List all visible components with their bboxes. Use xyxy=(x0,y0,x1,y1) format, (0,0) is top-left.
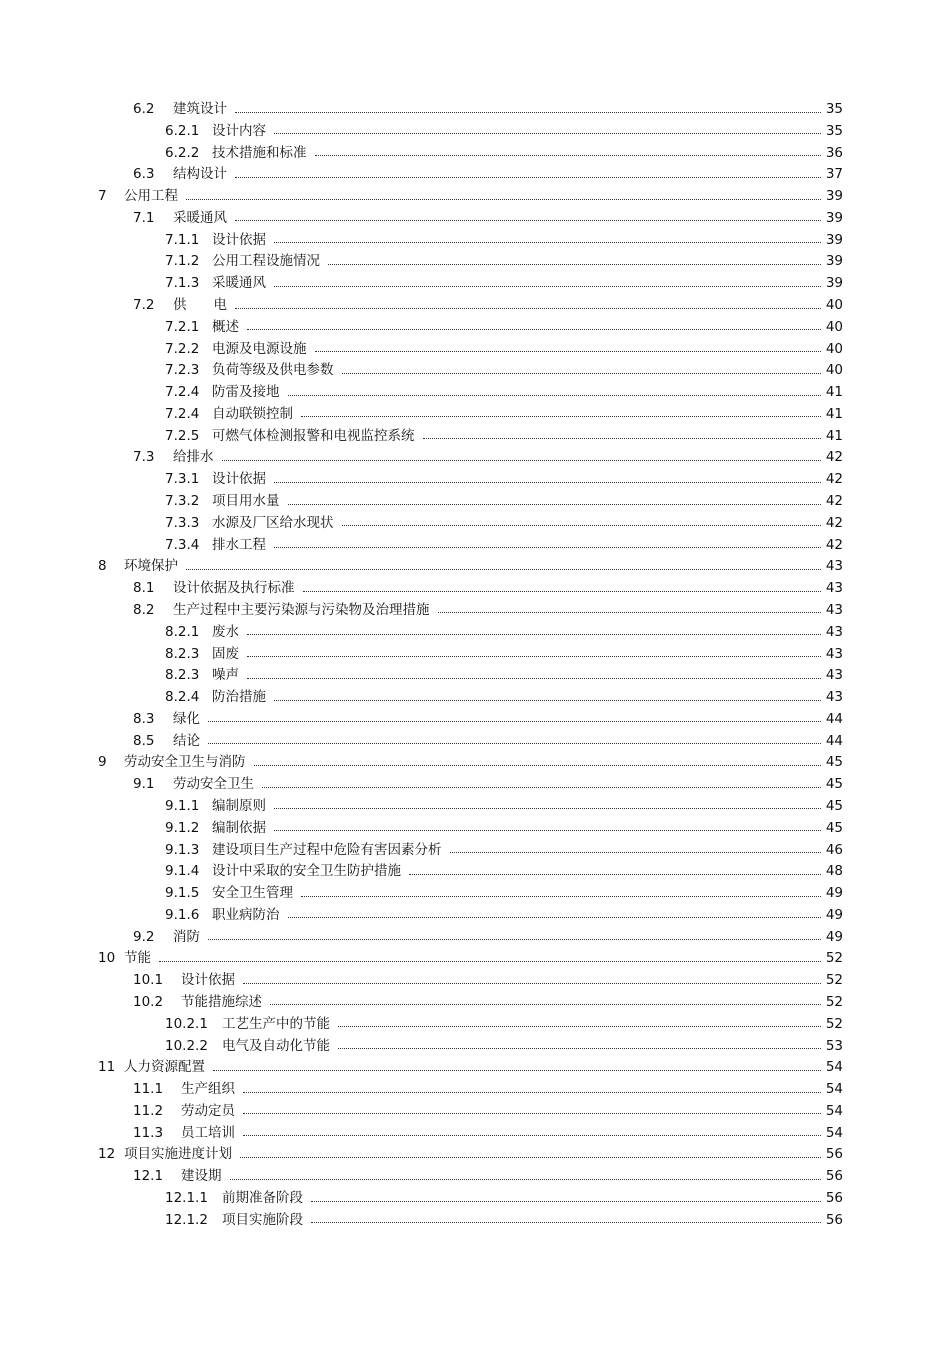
toc-number: 12.1.2 xyxy=(165,1211,208,1228)
toc-entry[interactable] xyxy=(133,1166,843,1186)
toc-title: 电气及自动化节能 xyxy=(222,1037,330,1054)
toc-entry[interactable] xyxy=(98,752,843,772)
toc-title: 工艺生产中的节能 xyxy=(222,1015,330,1032)
toc-entry[interactable] xyxy=(133,1123,843,1143)
toc-title: 公用工程设施情况 xyxy=(212,253,320,270)
toc-page-number: 43 xyxy=(825,623,843,640)
toc-title: 水源及厂区给水现状 xyxy=(212,514,334,531)
toc-title: 消防 xyxy=(173,928,200,945)
dot-leader xyxy=(338,1048,821,1049)
dot-leader xyxy=(288,504,822,505)
toc-entry[interactable] xyxy=(165,818,843,838)
dot-leader xyxy=(270,1004,821,1005)
toc-entry[interactable] xyxy=(133,731,843,751)
toc-number: 11.2 xyxy=(133,1102,164,1119)
toc-page-number: 43 xyxy=(825,601,843,618)
toc-entry[interactable] xyxy=(165,404,843,424)
toc-page-number: 43 xyxy=(825,689,843,706)
toc-title: 生产过程中主要污染源与污染物及治理措施 xyxy=(173,601,430,618)
dot-leader xyxy=(288,395,822,396)
toc-title: 结构设计 xyxy=(173,166,227,183)
dot-leader xyxy=(222,460,822,461)
toc-entry[interactable] xyxy=(165,426,843,446)
dot-leader xyxy=(274,808,821,809)
toc-title: 自动联锁控制 xyxy=(212,405,293,422)
dot-leader xyxy=(262,787,821,788)
dot-leader xyxy=(274,286,821,287)
toc-number: 6.2.2 xyxy=(165,144,200,161)
dot-leader xyxy=(328,264,821,265)
toc-page-number: 52 xyxy=(825,1015,843,1032)
dot-leader xyxy=(303,591,822,592)
toc-page-number: 49 xyxy=(825,906,843,923)
dot-leader xyxy=(186,569,821,570)
toc-page-number: 48 xyxy=(825,863,843,880)
toc-title: 劳动定员 xyxy=(181,1102,235,1119)
toc-title: 技术措施和标准 xyxy=(212,144,307,161)
toc-number: 7.3.1 xyxy=(165,471,200,488)
dot-leader xyxy=(243,983,821,984)
toc-entry[interactable] xyxy=(165,644,843,664)
toc-title: 噪声 xyxy=(212,667,239,684)
toc-title: 公用工程 xyxy=(124,188,178,205)
toc-page-number: 45 xyxy=(825,819,843,836)
toc-page-number: 52 xyxy=(825,950,843,967)
toc-entry[interactable] xyxy=(133,970,843,990)
dot-leader xyxy=(240,1157,821,1158)
dot-leader xyxy=(301,416,821,417)
dot-leader xyxy=(208,721,821,722)
toc-title: 员工培训 xyxy=(181,1124,235,1141)
toc-title: 设计依据 xyxy=(181,972,235,989)
toc-entry[interactable] xyxy=(165,1188,843,1208)
toc-number: 8.2.3 xyxy=(165,645,200,662)
toc-number: 8.5 xyxy=(133,732,155,749)
toc-page-number: 36 xyxy=(825,144,843,161)
toc-number: 8.3 xyxy=(133,710,155,727)
toc-number: 6.2 xyxy=(133,101,155,117)
toc-entry[interactable] xyxy=(133,1079,843,1099)
toc-title: 节能 xyxy=(124,950,151,967)
toc-number: 10.2.2 xyxy=(165,1037,208,1054)
toc-page-number: 35 xyxy=(825,101,843,117)
toc-title: 生产组织 xyxy=(181,1081,235,1098)
toc-entry[interactable] xyxy=(165,687,843,707)
toc-page-number: 54 xyxy=(825,1059,843,1076)
toc-page-number: 45 xyxy=(825,754,843,771)
toc-entry[interactable] xyxy=(133,578,843,598)
toc-title: 概述 xyxy=(212,318,239,335)
toc-number: 9.1.2 xyxy=(165,819,200,836)
toc-entry[interactable] xyxy=(133,927,843,947)
toc-entry[interactable] xyxy=(165,339,843,359)
toc-title: 采暖通风 xyxy=(173,209,227,226)
toc-number: 9.1.3 xyxy=(165,841,200,858)
toc-page-number: 42 xyxy=(825,536,843,553)
toc-title: 防雷及接地 xyxy=(212,384,280,401)
toc-entry[interactable] xyxy=(165,535,843,555)
dot-leader xyxy=(243,1135,821,1136)
toc-entry[interactable] xyxy=(98,556,843,576)
toc-page-number: 52 xyxy=(825,993,843,1010)
toc-number: 9.1.6 xyxy=(165,906,200,923)
toc-number: 12 xyxy=(98,1146,116,1163)
dot-leader xyxy=(213,1070,821,1071)
toc-page-number: 40 xyxy=(825,362,843,379)
toc-entry[interactable] xyxy=(98,1057,843,1077)
toc-page-number: 37 xyxy=(825,166,843,183)
toc-page-number: 54 xyxy=(825,1124,843,1141)
toc-page-number: 41 xyxy=(825,427,843,444)
toc-title: 结论 xyxy=(173,732,200,749)
toc-entry[interactable] xyxy=(133,774,843,794)
toc-number: 10.2.1 xyxy=(165,1015,208,1032)
toc-number: 11 xyxy=(98,1059,116,1076)
toc-number: 7.1.1 xyxy=(165,231,200,248)
toc-number: 10 xyxy=(98,950,116,967)
dot-leader xyxy=(315,155,822,156)
toc-page-number: 40 xyxy=(825,297,843,314)
toc-number: 9.1.4 xyxy=(165,863,200,880)
toc-page-number: 43 xyxy=(825,580,843,597)
toc-entry[interactable] xyxy=(165,840,843,860)
toc-number: 6.2.1 xyxy=(165,122,200,139)
toc-title: 可燃气体检测报警和电视监控系统 xyxy=(212,427,415,444)
toc-page-number: 44 xyxy=(825,732,843,749)
toc-title: 前期准备阶段 xyxy=(222,1190,303,1206)
toc-entry[interactable] xyxy=(133,447,843,467)
toc-page-number: 43 xyxy=(825,667,843,684)
dot-leader xyxy=(288,917,822,918)
toc-entry[interactable] xyxy=(165,230,843,250)
toc-page-number: 39 xyxy=(825,188,843,205)
toc-title: 编制依据 xyxy=(212,819,266,836)
toc-entry[interactable] xyxy=(165,121,843,141)
dot-leader xyxy=(274,242,821,243)
toc-page-number: 45 xyxy=(825,797,843,814)
toc-title: 设计依据 xyxy=(212,471,266,488)
dot-leader xyxy=(243,1113,821,1114)
toc-entry[interactable] xyxy=(133,992,843,1012)
toc-number: 7.1.3 xyxy=(165,275,200,292)
dot-leader xyxy=(208,939,821,940)
toc-entry[interactable] xyxy=(133,164,843,184)
toc-title: 编制原则 xyxy=(212,797,266,814)
toc-title: 安全卫生管理 xyxy=(212,885,293,902)
toc-page-number: 42 xyxy=(825,514,843,531)
dot-leader xyxy=(186,199,821,200)
dot-leader xyxy=(338,1026,821,1027)
toc-title: 电源及电源设施 xyxy=(212,340,307,357)
dot-leader xyxy=(274,700,821,701)
toc-number: 7.2.3 xyxy=(165,362,200,379)
toc-number: 10.2 xyxy=(133,993,164,1010)
toc-number: 7.2.1 xyxy=(165,318,200,335)
toc-number: 8.2.1 xyxy=(165,623,200,640)
toc-entry[interactable] xyxy=(165,513,843,533)
toc-page-number: 54 xyxy=(825,1081,843,1098)
toc-number: 8 xyxy=(98,558,107,575)
toc-entry[interactable] xyxy=(165,382,843,402)
toc-title: 节能措施综述 xyxy=(181,993,262,1010)
dot-leader xyxy=(274,133,821,134)
toc-page-number: 42 xyxy=(825,471,843,488)
toc-entry[interactable] xyxy=(165,622,843,642)
toc-page-number: 42 xyxy=(825,493,843,510)
dot-leader xyxy=(311,1201,821,1202)
toc-entry[interactable] xyxy=(98,186,843,206)
dot-leader xyxy=(230,1179,822,1180)
toc-title: 给排水 xyxy=(173,449,214,466)
dot-leader xyxy=(247,656,821,657)
toc-page-number: 39 xyxy=(825,253,843,270)
dot-leader xyxy=(247,329,821,330)
toc-number: 8.2.3 xyxy=(165,667,200,684)
toc-number: 7.3.3 xyxy=(165,514,200,531)
toc-number: 7.1.2 xyxy=(165,253,200,270)
toc-title: 项目用水量 xyxy=(212,493,280,510)
toc-entry[interactable] xyxy=(165,861,843,881)
toc-entry[interactable] xyxy=(165,491,843,511)
toc-page-number: 54 xyxy=(825,1102,843,1119)
toc-page-number: 52 xyxy=(825,972,843,989)
toc-page-number: 53 xyxy=(825,1037,843,1054)
toc-page-number: 43 xyxy=(825,558,843,575)
dot-leader xyxy=(438,612,822,613)
dot-leader xyxy=(235,308,821,309)
toc-page-number: 56 xyxy=(825,1190,843,1206)
toc-entry[interactable] xyxy=(165,469,843,489)
toc-page-number: 43 xyxy=(825,645,843,662)
toc-title: 项目实施进度计划 xyxy=(124,1146,232,1163)
toc-entry[interactable] xyxy=(165,883,843,903)
toc-title: 供 电 xyxy=(173,297,227,314)
toc-number: 7.3.2 xyxy=(165,493,200,510)
dot-leader xyxy=(254,765,822,766)
dot-leader xyxy=(235,112,821,113)
toc-number: 9 xyxy=(98,754,107,771)
toc-title: 项目实施阶段 xyxy=(222,1211,303,1228)
toc-number: 7.2.2 xyxy=(165,340,200,357)
toc-number: 9.2 xyxy=(133,928,155,945)
toc-entry[interactable] xyxy=(165,360,843,380)
toc-number: 7.1 xyxy=(133,209,155,226)
toc-number: 6.3 xyxy=(133,166,155,183)
dot-leader xyxy=(423,438,822,439)
toc-page-number: 40 xyxy=(825,318,843,335)
toc-title: 采暖通风 xyxy=(212,275,266,292)
toc-title: 绿化 xyxy=(173,710,200,727)
toc-number: 7.2 xyxy=(133,297,155,314)
toc-entry[interactable] xyxy=(165,273,843,293)
toc-entry[interactable] xyxy=(165,143,843,163)
toc-page-number: 35 xyxy=(825,122,843,139)
toc-page-number: 39 xyxy=(825,209,843,226)
toc-entry[interactable] xyxy=(98,1144,843,1164)
toc-entry[interactable] xyxy=(133,600,843,620)
dot-leader xyxy=(315,351,822,352)
toc-entry[interactable] xyxy=(133,295,843,315)
toc-number: 12.1 xyxy=(133,1168,164,1185)
toc-page-number: 45 xyxy=(825,776,843,793)
toc-number: 9.1.5 xyxy=(165,885,200,902)
toc-entry[interactable] xyxy=(165,1210,843,1230)
toc-title: 设计依据 xyxy=(212,231,266,248)
toc-title: 职业病防治 xyxy=(212,906,280,923)
dot-leader xyxy=(247,678,821,679)
toc-number: 12.1.1 xyxy=(165,1190,208,1206)
toc-number: 7 xyxy=(98,188,107,205)
toc-number: 9.1.1 xyxy=(165,797,200,814)
toc-title: 固废 xyxy=(212,645,239,662)
toc-title: 防治措施 xyxy=(212,689,266,706)
toc-page-number: 41 xyxy=(825,405,843,422)
toc-title: 人力资源配置 xyxy=(124,1059,205,1076)
dot-leader xyxy=(235,220,821,221)
toc-page-number: 46 xyxy=(825,841,843,858)
dot-leader xyxy=(450,852,822,853)
dot-leader xyxy=(274,830,821,831)
dot-leader xyxy=(409,874,821,875)
dot-leader xyxy=(342,373,822,374)
toc-page-number: 42 xyxy=(825,449,843,466)
toc-number: 10.1 xyxy=(133,972,164,989)
toc-number: 7.3 xyxy=(133,449,155,466)
toc-page-number: 56 xyxy=(825,1168,843,1185)
toc-title: 环境保护 xyxy=(124,558,178,575)
toc-entry[interactable] xyxy=(133,99,843,119)
toc-title: 建设项目生产过程中危险有害因素分析 xyxy=(212,841,442,858)
toc-page-number: 56 xyxy=(825,1146,843,1163)
dot-leader xyxy=(274,482,821,483)
dot-leader xyxy=(243,1092,821,1093)
toc-entry[interactable] xyxy=(165,317,843,337)
toc-title: 劳动安全卫生 xyxy=(173,776,254,793)
toc-page-number: 49 xyxy=(825,885,843,902)
toc-number: 7.2.4 xyxy=(165,405,200,422)
toc-title: 设计中采取的安全卫生防护措施 xyxy=(212,863,401,880)
toc-number: 8.2 xyxy=(133,601,155,618)
toc-entry[interactable] xyxy=(165,1014,843,1034)
toc-number: 7.3.4 xyxy=(165,536,200,553)
dot-leader xyxy=(235,177,821,178)
toc-title: 建筑设计 xyxy=(173,101,227,117)
toc-entry[interactable] xyxy=(165,665,843,685)
toc-page-number: 41 xyxy=(825,384,843,401)
toc-title: 负荷等级及供电参数 xyxy=(212,362,334,379)
toc-number: 11.3 xyxy=(133,1124,164,1141)
toc-entry[interactable] xyxy=(133,709,843,729)
toc-entry[interactable] xyxy=(165,251,843,271)
dot-leader xyxy=(247,634,821,635)
toc-page-number: 49 xyxy=(825,928,843,945)
toc-title: 排水工程 xyxy=(212,536,266,553)
toc-title: 设计内容 xyxy=(212,122,266,139)
toc-entry[interactable] xyxy=(98,948,843,968)
toc-entry[interactable] xyxy=(165,796,843,816)
dot-leader xyxy=(208,743,821,744)
toc-title: 建设期 xyxy=(181,1168,222,1185)
toc-entry[interactable] xyxy=(165,1036,843,1056)
toc-entry[interactable] xyxy=(133,208,843,228)
dot-leader xyxy=(342,525,822,526)
toc-entry[interactable] xyxy=(133,1101,843,1121)
toc-page-number: 40 xyxy=(825,340,843,357)
toc-number: 7.2.4 xyxy=(165,384,200,401)
toc-entry[interactable] xyxy=(165,905,843,925)
toc-page-number: 39 xyxy=(825,275,843,292)
toc-number: 7.2.5 xyxy=(165,427,200,444)
dot-leader xyxy=(311,1222,821,1223)
dot-leader xyxy=(159,961,821,962)
toc-number: 11.1 xyxy=(133,1081,164,1098)
toc-number: 9.1 xyxy=(133,776,155,793)
dot-leader xyxy=(301,896,821,897)
toc-page-number: 56 xyxy=(825,1211,843,1228)
toc-number: 8.1 xyxy=(133,580,155,597)
dot-leader xyxy=(274,547,821,548)
toc-title: 劳动安全卫生与消防 xyxy=(124,754,246,771)
toc-title: 废水 xyxy=(212,623,239,640)
toc-title: 设计依据及执行标准 xyxy=(173,580,295,597)
toc-number: 8.2.4 xyxy=(165,689,200,706)
toc-page-number: 39 xyxy=(825,231,843,248)
toc-page-number: 44 xyxy=(825,710,843,727)
